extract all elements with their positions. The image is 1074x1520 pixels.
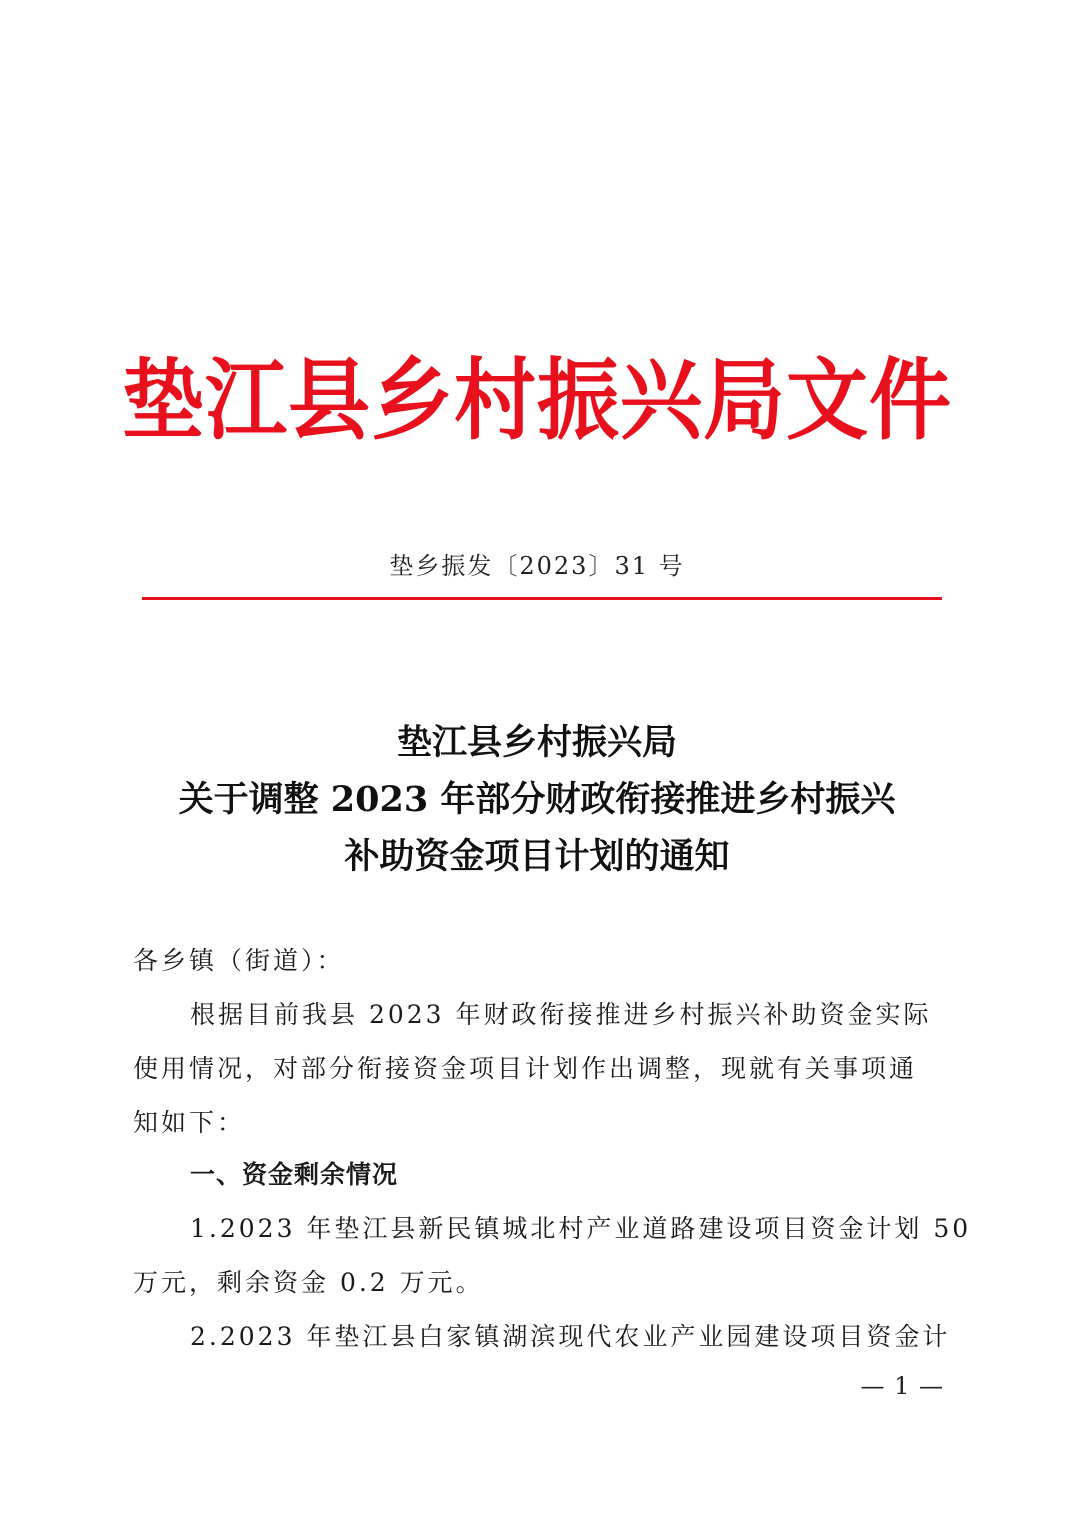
- item-2-line-1: 2.2023 年垫江县白家镇湖滨现代农业产业园建设项目资金计: [190, 1322, 951, 1351]
- page-number: — 1 —: [860, 1372, 944, 1400]
- intro-line-1: 根据目前我县 2023 年财政衔接推进乡村振兴补助资金实际: [190, 1000, 932, 1029]
- item-1-line-1: 1.2023 年垫江县新民镇城北村产业道路建设项目资金计划 50: [190, 1214, 972, 1243]
- notice-title: [0, 714, 1074, 885]
- masthead-title: 垫江县乡村振兴局文件: [121, 350, 952, 453]
- document-number: 垫乡振发〔2023〕31 号: [389, 552, 685, 580]
- red-divider: [142, 597, 942, 600]
- intro-line-2: 使用情况，对部分衔接资金项目计划作出调整，现就有关事项通: [133, 1054, 918, 1083]
- title-line-2: 关于调整 2023 年部分财政衔接推进乡村振兴: [178, 779, 896, 820]
- title-line-1: 垫江县乡村振兴局: [396, 722, 677, 763]
- item-1-line-2: 万元，剩余资金 0.2 万元。: [133, 1268, 484, 1297]
- intro-line-3: 知如下：: [133, 1108, 246, 1137]
- section-heading-1: 一、资金剩余情况: [190, 1160, 399, 1189]
- salutation: 各乡镇（街道）：: [133, 946, 345, 975]
- title-line-3: 补助资金项目计划的通知: [344, 836, 730, 877]
